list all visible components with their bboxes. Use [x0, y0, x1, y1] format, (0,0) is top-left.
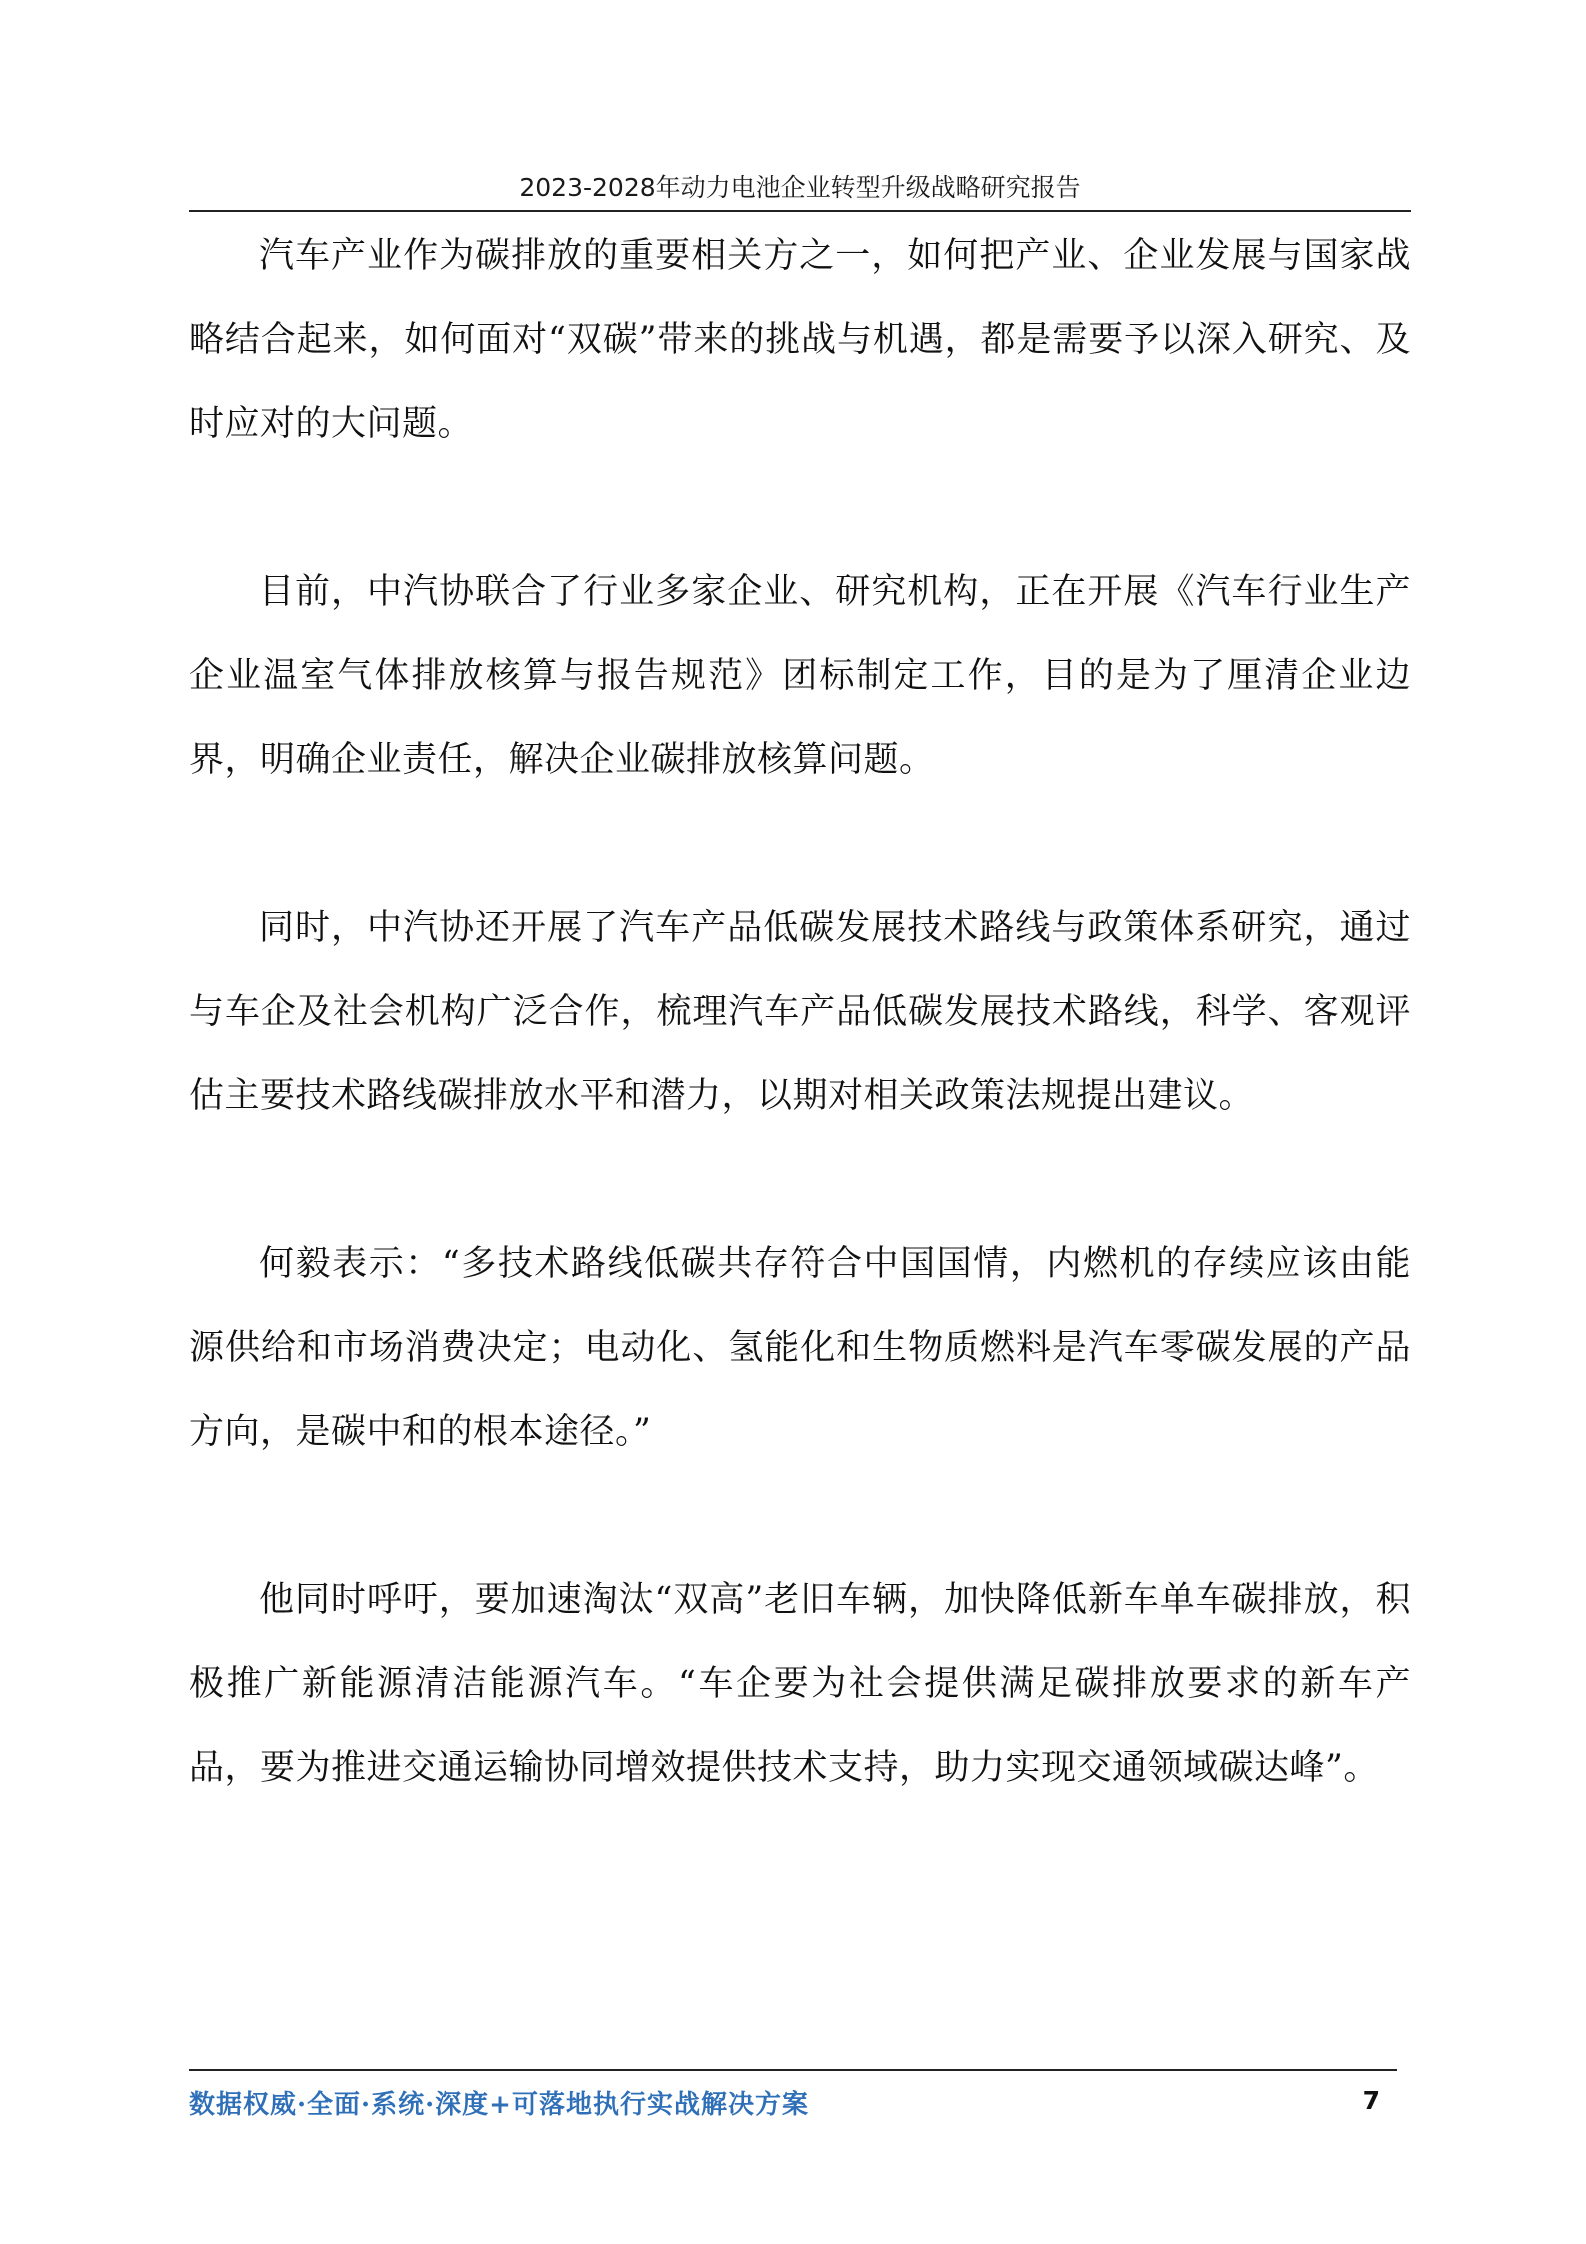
paragraph-2: 目前，中汽协联合了行业多家企业、研究机构，正在开展《汽车行业生产企业温室气体排放核算与报告规范》团标制定工作，目的是为了厘清企业边界，明确企业责任，解决企业碳排放核算问题。 [189, 572, 1411, 780]
document-body [189, 214, 1411, 1894]
page-number: 7 [1362, 2086, 1380, 2115]
page-header [189, 160, 1411, 212]
report-title: 2023-2028年动力电池企业转型升级战略研究报告 [519, 173, 1081, 202]
footer-divider [189, 2069, 1397, 2071]
paragraph-4: 何毅表示：“多技术路线低碳共存符合中国国情，内燃机的存续应该由能源供给和市场消费决定；电动化、氢能化和生物质燃料是汽车零碳发展的产品方向，是碳中和的根本途径。” [189, 1244, 1411, 1452]
paragraph-1: 汽车产业作为碳排放的重要相关方之一，如何把产业、企业发展与国家战略结合起来，如何面对“双碳”带来的挑战与机遇，都是需要予以深入研究、及时应对的大问题。 [189, 236, 1411, 444]
paragraph-3: 同时，中汽协还开展了汽车产品低碳发展技术路线与政策体系研究，通过与车企及社会机构广泛合作，梳理汽车产品低碳发展技术路线，科学、客观评估主要技术路线碳排放水平和潜力，以期对相关政策法规提出建议。 [189, 908, 1411, 1116]
paragraph-5: 他同时呼吁，要加速淘汰“双高”老旧车辆，加快降低新车单车碳排放，积极推广新能源清洁能源汽车。“车企要为社会提供满足碳排放要求的新车产品，要为推进交通运输协同增效提供技术支持，助力实现交通领域碳达峰”。 [189, 1580, 1411, 1788]
footer-slogan: 数据权威·全面·系统·深度+可落地执行实战解决方案 [189, 2090, 809, 2120]
